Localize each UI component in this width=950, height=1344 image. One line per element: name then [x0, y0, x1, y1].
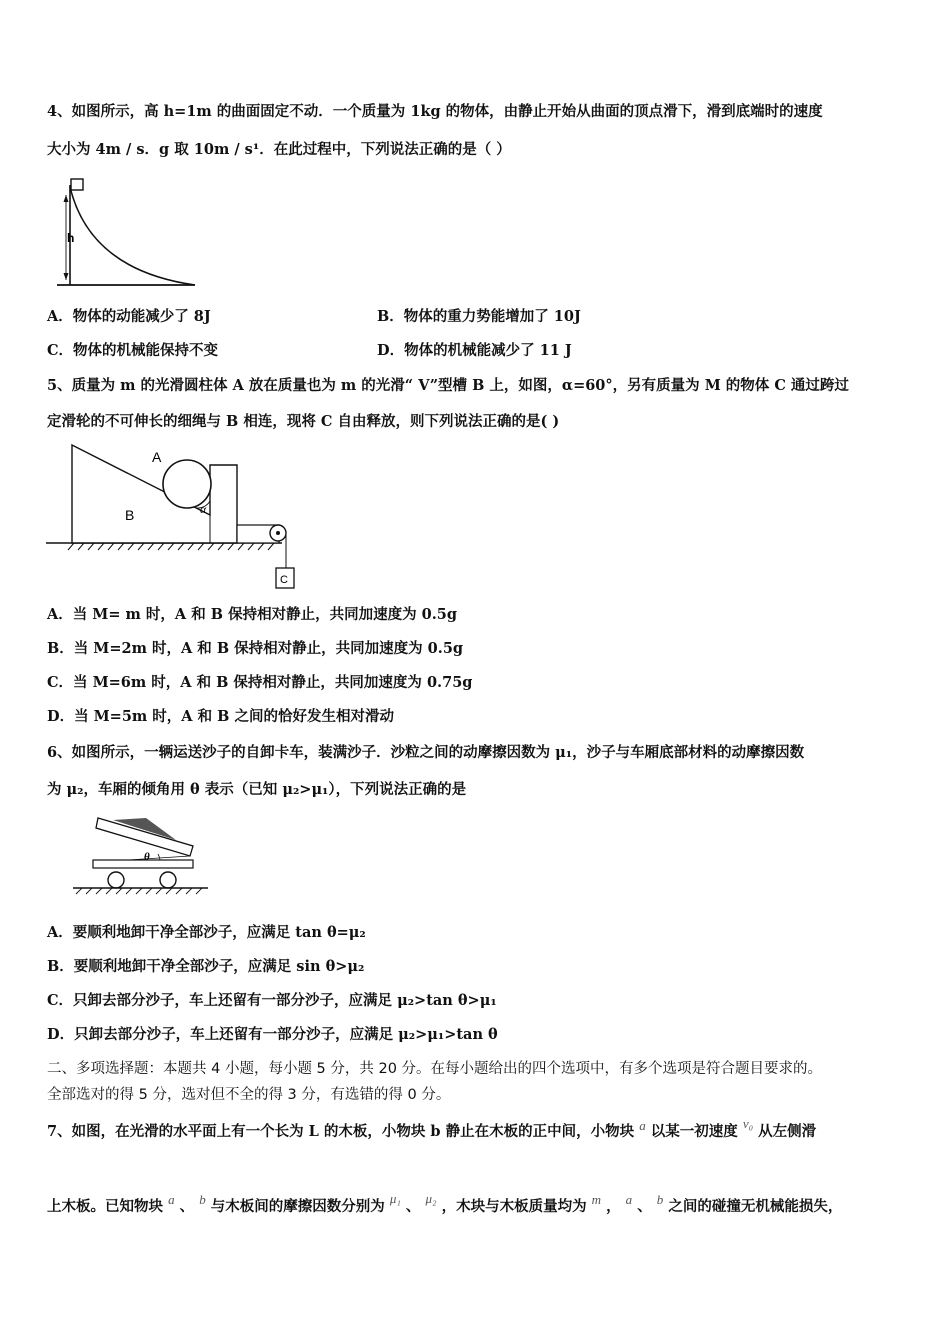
q4-block [71, 179, 83, 190]
q7-var-b-2: b [656, 1192, 664, 1207]
q7-text-2c: ，木块与木板质量均为 [441, 1198, 587, 1215]
q4-option-d: D．物体的机械能减少了 11 J [377, 342, 572, 359]
q6-option-d: D．只卸去部分沙子，车上还留有一部分沙子，应满足 μ₂>μ₁>tan θ [47, 1026, 498, 1043]
q6-angle-arc [158, 854, 160, 860]
q7-sep-1: 、 [179, 1198, 195, 1215]
q6-stem-line2: 为 μ₂，车厢的倾角用 θ 表示（已知 μ₂>μ₁），下列说法正确的是 [47, 781, 467, 798]
q4-curved-slope-figure [55, 175, 200, 290]
q7-sep-3: 、 [637, 1198, 652, 1215]
q5-cylinder-a [163, 460, 211, 508]
q7-text-2b: 与木板间的摩擦因数分别为 [210, 1198, 385, 1215]
q7-var-v0: v₀ [742, 1116, 754, 1131]
q5-label-alpha: α [200, 502, 207, 516]
q7-stem-line2 [47, 1191, 843, 1217]
q7-var-m: m [591, 1192, 602, 1207]
q7-var-a-2: a [168, 1192, 175, 1207]
q5-option-a: A．当 M= m 时，A 和 B 保持相对静止，共同加速度为 0.5g [47, 606, 457, 623]
q6-dump-truck-figure [68, 810, 213, 905]
q4-label-h: h [67, 231, 75, 245]
q7-stem-line1 [47, 1116, 817, 1142]
q6-stem-line1: 6、如图所示，一辆运送沙子的自卸卡车，装满沙子．沙粒之间的动摩擦因数为 μ₁，沙子与车厢底部材料的动摩擦因数 [47, 744, 805, 761]
q4-option-b: B．物体的重力势能增加了 10J [377, 308, 581, 325]
q7-var-a: a [639, 1118, 646, 1133]
q7-text-1a: 7、如图，在光滑的水平面上有一个长为 L 的木板，小物块 b 静止在木板的正中间，小物块 [47, 1123, 635, 1140]
q6-wheel-rear [108, 872, 124, 888]
q7-var-a-3: a [625, 1192, 633, 1207]
q5-label-b: B [125, 507, 135, 523]
q5-stem-line1: 5、质量为 m 的光滑圆柱体 A 放在质量也为 m 的光滑“ V”型槽 B 上，如图，α=60°，另有质量为 M 的物体 C 通过跨过 [47, 377, 849, 394]
q6-option-b: B．要顺利地卸干净全部沙子，应满足 sin θ>μ₂ [47, 958, 365, 975]
q6-chassis [93, 860, 193, 868]
q5-stem-line2: 定滑轮的不可伸长的细绳与 B 相连，现将 C 自由释放，则下列说法正确的是( ) [47, 413, 560, 430]
q5-label-c: C [280, 574, 288, 586]
q7-var-b: b [199, 1192, 206, 1207]
q7-var-mu2: μ₂ [425, 1191, 437, 1206]
q7-text-1b: 以某一初速度 [650, 1123, 738, 1140]
q7-text-2e: 之间的碰撞无机械能损失， [668, 1198, 843, 1215]
q6-option-a: A．要顺利地卸干净全部沙子，应满足 tan θ=μ₂ [47, 924, 366, 941]
q7-text-1c: 从左侧滑 [758, 1123, 817, 1140]
q6-wheel-front [160, 872, 176, 888]
q5-option-d: D．当 M=5m 时，A 和 B 之间的恰好发生相对滑动 [47, 708, 394, 725]
q4-option-a: A．物体的动能减少了 8J [47, 308, 211, 325]
q7-text-2d: ， [606, 1198, 621, 1215]
q5-v-groove-figure [44, 440, 304, 592]
q4-stem-line2: 大小为 4m / s．g 取 10m / s¹．在此过程中，下列说法正确的是（ ） [47, 141, 511, 158]
q7-var-mu1: μ₁ [389, 1191, 401, 1206]
q7-text-2a: 上木板。已知物块 [47, 1198, 163, 1215]
q5-option-b: B．当 M=2m 时，A 和 B 保持相对静止，共同加速度为 0.5g [47, 640, 464, 657]
q5-label-a: A [152, 449, 162, 465]
q4-option-c: C．物体的机械能保持不变 [47, 342, 219, 359]
q4-curve [70, 187, 195, 285]
q5-option-c: C．当 M=6m 时，A 和 B 保持相对静止，共同加速度为 0.75g [47, 674, 473, 691]
section2-instructions-line1: 二、多项选择题：本题共 4 小题，每小题 5 分，共 20 分。在每小题给出的四个选项中，有多个选项是符合题目要求的。 [47, 1061, 823, 1077]
q4-stem-line1: 4、如图所示，高 h=1m 的曲面固定不动．一个质量为 1kg 的物体，由静止开始从曲面的顶点滑下，滑到底端时的速度 [47, 103, 823, 120]
q6-label-theta: θ [144, 851, 150, 863]
q6-option-c: C．只卸去部分沙子，车上还留有一部分沙子，应满足 μ₂>tan θ>μ₁ [47, 992, 497, 1009]
section2-instructions-line2: 全部选对的得 5 分，选对但不全的得 3 分，有选错的得 0 分。 [47, 1087, 451, 1103]
q7-sep-2: 、 [405, 1198, 421, 1215]
